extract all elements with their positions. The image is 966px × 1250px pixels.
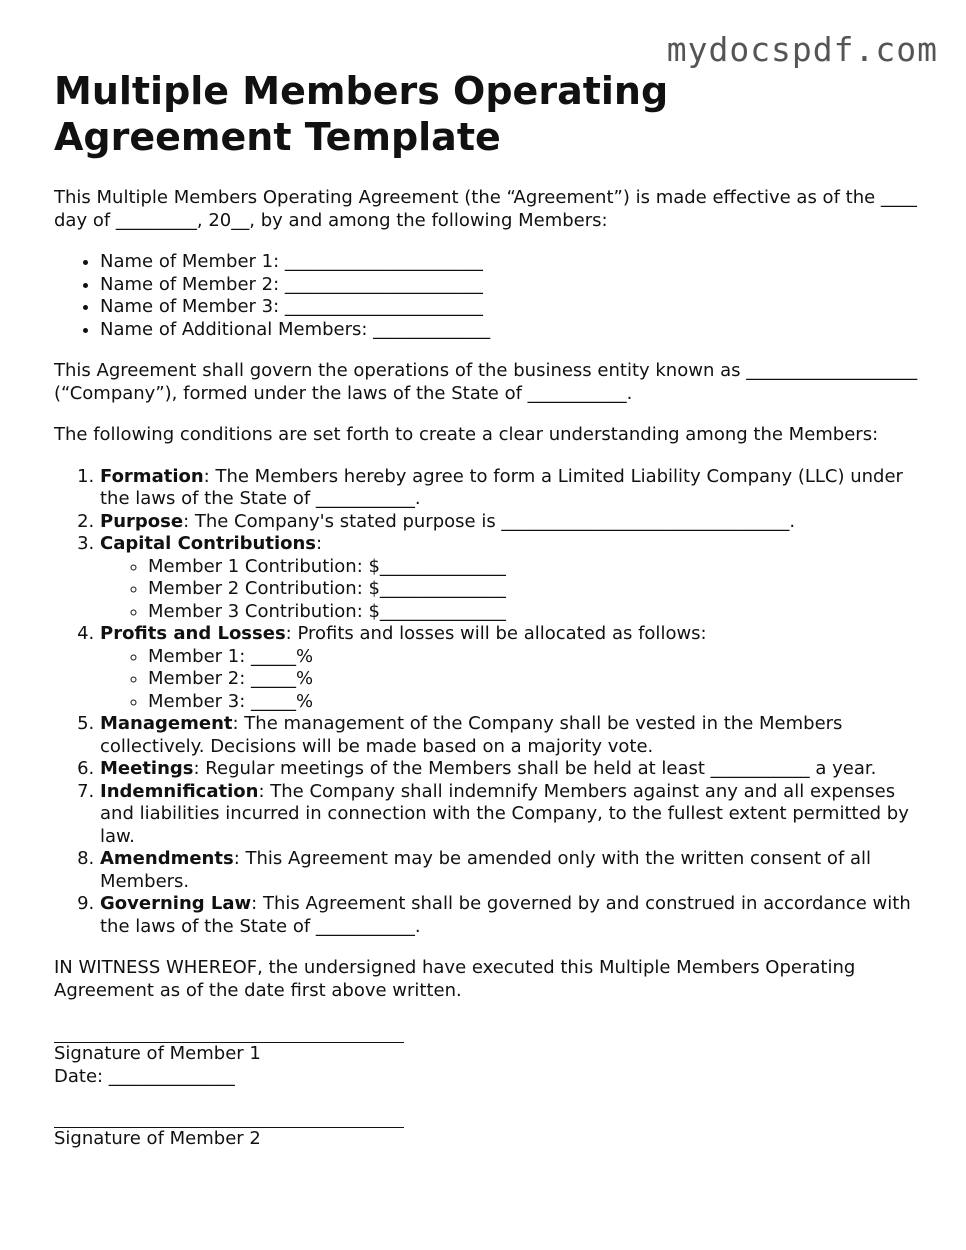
condition-text: : Regular meetings of the Members shall be held at least ___________ a year. [193, 758, 877, 779]
condition-text: : The Company's stated purpose is ________________________________. [183, 510, 796, 532]
condition-term: Capital Contributions [100, 533, 317, 554]
condition-term: Governing Law [100, 893, 252, 914]
signature-line[interactable] [54, 1109, 404, 1128]
condition-meetings [100, 758, 924, 781]
condition-term: Management [100, 713, 233, 734]
condition-term: Amendments [100, 848, 234, 869]
contribution-item: ◦ Member 3 Contribution: $______________ [148, 601, 924, 624]
allocation-item: ◦ Member 2: _____% [148, 668, 924, 691]
condition-text: : This Agreement shall be governed by and construed in accordance with the laws of the State of ___________. [100, 893, 911, 937]
document-page [54, 68, 924, 1151]
contribution-item: ◦ Member 2 Contribution: $______________ [148, 578, 924, 601]
member-item: • Name of Member 2: ______________________ [100, 274, 924, 297]
conditions-list [54, 466, 924, 939]
member-item: • Name of Member 3: ______________________ [100, 296, 924, 319]
allocation-item: ◦ Member 1: _____% [148, 646, 924, 669]
condition-term: Indemnification [100, 780, 259, 802]
watermark: mydocspdf.com [666, 30, 938, 69]
condition-text: : The Company shall indemnify Members against any and all expenses and liabilities incurred in connection with the Company, to the fullest extent permitted by law. [100, 780, 909, 847]
member-item: • Name of Additional Members: _____________ [100, 319, 924, 342]
allocation-item: ◦ Member 3: _____% [148, 691, 924, 714]
signature-date: Date: ______________ [54, 1065, 235, 1087]
document-title: Multiple Members Operating Agreement Template [54, 69, 669, 159]
signature-label: Signature of Member 2 [54, 1128, 261, 1149]
members-list [54, 251, 924, 341]
conditions-intro: The following conditions are set forth to create a clear understanding among the Members: [54, 424, 879, 445]
condition-term: Formation [100, 465, 204, 487]
condition-capital-contributions [100, 533, 924, 623]
member-item: • Name of Member 1: ______________________ [100, 251, 924, 274]
condition-purpose [100, 511, 924, 534]
signature-line[interactable] [54, 1024, 404, 1043]
witness-paragraph: IN WITNESS WHEREOF, the undersigned have executed this Multiple Members Operating Agreement as of the date first above written. [54, 957, 856, 1001]
signature-block-1 [54, 1024, 924, 1088]
contribution-item: ◦ Member 1 Contribution: $______________ [148, 556, 924, 579]
condition-term: Meetings [100, 758, 194, 779]
condition-text: : This Agreement may be amended only with the written consent of all Members. [100, 848, 872, 892]
condition-governing-law [100, 893, 924, 938]
condition-text: : Profits and losses will be allocated as follows: [285, 623, 707, 644]
condition-term: Purpose [100, 510, 184, 532]
condition-indemnification [100, 781, 924, 849]
signature-label: Signature of Member 1 [54, 1043, 261, 1064]
signature-block-2 [54, 1109, 924, 1151]
condition-management [100, 713, 924, 758]
condition-profits-losses [100, 623, 924, 713]
condition-text: : [316, 533, 323, 554]
intro-paragraph: This Multiple Members Operating Agreement (the “Agreement”) is made effective as of the ____ day of _________, 20__, by and among the following Members: [54, 187, 917, 231]
allocations-list [100, 646, 924, 714]
governance-paragraph: This Agreement shall govern the operations of the business entity known as ___________________ (“Company”), formed under the laws of the State of ___________. [54, 360, 918, 404]
condition-formation [100, 466, 924, 511]
condition-text: : The management of the Company shall be vested in the Members collectively. Decisions will be made based on a majority vote. [100, 713, 843, 757]
condition-term: Profits and Losses [100, 623, 286, 644]
condition-text: : The Members hereby agree to form a Limited Liability Company (LLC) under the laws of the State of ___________. [100, 465, 903, 509]
contributions-list [100, 556, 924, 624]
condition-amendments [100, 848, 924, 893]
